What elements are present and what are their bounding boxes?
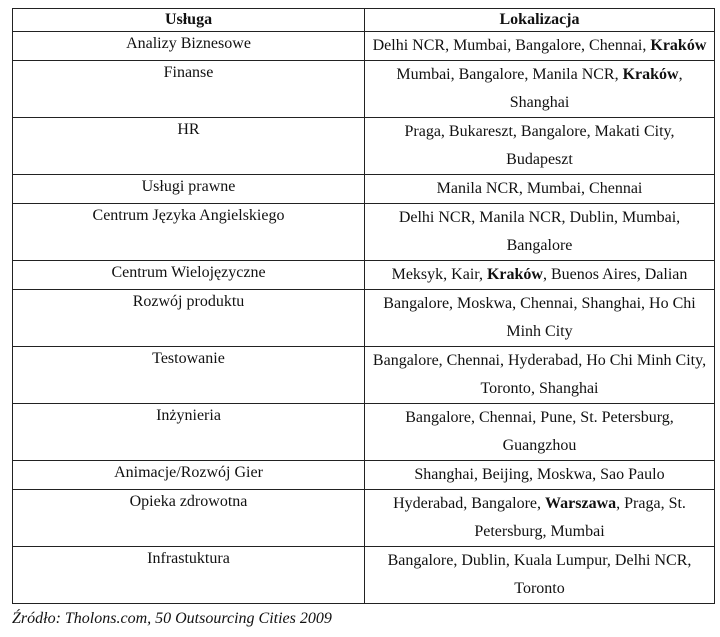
city-name: Toronto (480, 380, 531, 397)
service-cell: Testowanie (13, 347, 365, 404)
header-location: Lokalizacja (365, 9, 715, 32)
city-name: Dublin (569, 209, 614, 226)
city-name: Sao Paulo (600, 466, 665, 483)
location-cell: Bangalore, Chennai, Pune, St. Petersburg, Guangzhou (365, 404, 715, 461)
city-name: Shanghai (509, 94, 570, 111)
city-name-highlighted: Kraków (622, 66, 679, 83)
city-name: Toronto (514, 580, 565, 597)
service-cell: Centrum Języka Angielskiego (13, 204, 365, 261)
source-note: Źródło: Tholons.com, 50 Outsourcing Cities 2009 (12, 610, 332, 627)
service-cell: Animacje/Rozwój Gier (13, 461, 365, 490)
city-name: Praga (404, 123, 441, 140)
city-name: Dublin (461, 552, 506, 569)
city-name: Delhi NCR (614, 552, 688, 569)
city-name: Manila NCR (479, 209, 562, 226)
city-name: Moskwa (457, 295, 513, 312)
city-name: Ho Chi Minh City (586, 352, 703, 369)
table-row (13, 175, 715, 204)
outsourcing-services-table (12, 8, 715, 604)
table-row (13, 404, 715, 461)
city-name-highlighted: Kraków (650, 37, 707, 54)
city-name: Makati City (594, 123, 671, 140)
city-name: Mumbai (550, 523, 605, 540)
service-cell: Opieka zdrowotna (13, 490, 365, 547)
city-name: Bangalore (383, 295, 450, 312)
service-cell: HR (13, 118, 365, 175)
city-name: Bangalore (471, 495, 538, 512)
city-name: Mumbai (396, 66, 451, 83)
location-cell: Bangalore, Moskwa, Chennai, Shanghai, Ho Chi Minh City (365, 290, 715, 347)
location-cell: Shanghai, Beijing, Moskwa, Sao Paulo (365, 461, 715, 490)
city-name: Chennai (520, 295, 574, 312)
city-name: Mumbai (526, 180, 582, 197)
city-name: Moskwa (537, 466, 593, 483)
service-cell: Infrastuktura (13, 547, 365, 604)
city-name-highlighted: Kraków (486, 266, 543, 283)
city-name: Manila NCR (436, 180, 519, 197)
header-service: Usługa (13, 9, 365, 32)
city-name: Bangalore (405, 409, 471, 426)
city-name: Guangzhou (502, 437, 577, 454)
service-cell: Centrum Wielojęzyczne (13, 261, 365, 290)
city-name: Hyderabad (508, 352, 579, 369)
table-row (13, 347, 715, 404)
location-cell: Praga, Bukareszt, Bangalore, Makati City, Budapeszt (365, 118, 715, 175)
city-name: St. Petersburg (580, 409, 670, 426)
location-cell: Mumbai, Bangalore, Manila NCR, Kraków, Shanghai (365, 61, 715, 118)
city-name: Shanghai (538, 380, 599, 397)
city-name-highlighted: Warszawa (545, 495, 617, 512)
city-name: Meksyk (391, 266, 444, 283)
city-name: Chennai (446, 352, 500, 369)
city-name: Shanghai (414, 466, 474, 483)
city-name: Ho Chi Minh City (506, 295, 696, 340)
city-name: Shanghai (581, 295, 642, 312)
table-row (13, 204, 715, 261)
service-cell: Rozwój produktu (13, 290, 365, 347)
city-name: Bangalore (515, 37, 582, 54)
city-name: Chennai (589, 180, 643, 197)
city-name: Kair (451, 266, 479, 283)
city-name: Bukareszt (448, 123, 513, 140)
table-row (13, 61, 715, 118)
city-name: Chennai (589, 37, 643, 54)
service-cell: Usługi prawne (13, 175, 365, 204)
table-row (13, 547, 715, 604)
city-name: Beijing (481, 466, 530, 483)
location-cell: Delhi NCR, Mumbai, Bangalore, Chennai, Kraków (365, 32, 715, 61)
city-name: Bangalore (520, 123, 587, 140)
city-name: Manila NCR (532, 66, 615, 83)
location-cell: Manila NCR, Mumbai, Chennai (365, 175, 715, 204)
service-cell: Inżynieria (13, 404, 365, 461)
city-name: Bangalore (372, 352, 439, 369)
table-header-row (13, 9, 715, 32)
location-cell: Hyderabad, Bangalore, Warszawa, Praga, St. Petersburg, Mumbai (365, 490, 715, 547)
city-name: Budapeszt (506, 151, 573, 168)
city-name: Praga (624, 495, 661, 512)
city-name: Dalian (644, 266, 688, 283)
table-row (13, 118, 715, 175)
location-cell: Delhi NCR, Manila NCR, Dublin, Mumbai, Bangalore (365, 204, 715, 261)
city-name: Mumbai (453, 37, 508, 54)
location-cell: Meksyk, Kair, Kraków, Buenos Aires, Dalian (365, 261, 715, 290)
table-row (13, 261, 715, 290)
city-name: St. Petersburg (474, 495, 686, 540)
table-row (13, 32, 715, 61)
city-name: Delhi NCR (398, 209, 472, 226)
city-name: Delhi NCR (372, 37, 446, 54)
location-cell: Bangalore, Chennai, Hyderabad, Ho Chi Minh City, Toronto, Shanghai (365, 347, 715, 404)
city-name: Buenos Aires (550, 266, 637, 283)
table-row (13, 461, 715, 490)
city-name: Chennai (478, 409, 533, 426)
table-body (13, 32, 715, 604)
city-name: Mumbai (621, 209, 677, 226)
city-name: Kuala Lumpur (513, 552, 607, 569)
city-name: Bangalore (387, 552, 454, 569)
table-row (13, 490, 715, 547)
city-name: Bangalore (458, 66, 525, 83)
city-name: Bangalore (506, 237, 573, 254)
city-name: Hyderabad (393, 495, 464, 512)
location-cell: Bangalore, Dublin, Kuala Lumpur, Delhi NCR, Toronto (365, 547, 715, 604)
table-row (13, 290, 715, 347)
service-cell: Analizy Biznesowe (13, 32, 365, 61)
service-cell: Finanse (13, 61, 365, 118)
city-name: Pune (540, 409, 573, 426)
